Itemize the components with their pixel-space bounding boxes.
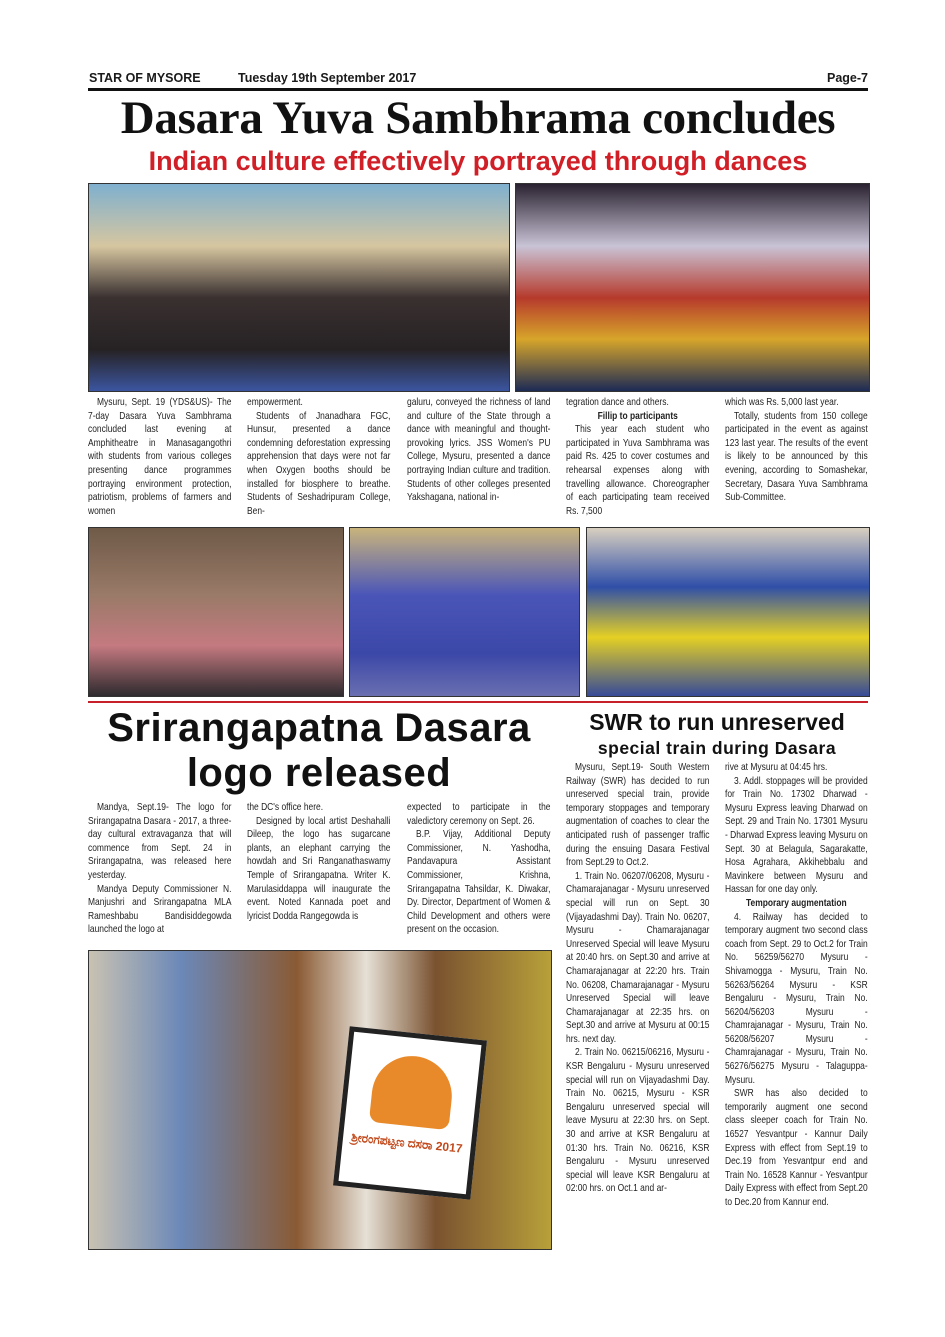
- paragraph: rive at Mysuru at 04:45 hrs.: [725, 762, 828, 773]
- photo-blue-costume-dancers: [349, 527, 580, 697]
- story2-column-1: [88, 801, 232, 937]
- paragraph: tegration dance and others.: [566, 397, 669, 408]
- logo-board: [333, 1026, 487, 1200]
- photo-yakshagana-performers: [515, 183, 870, 392]
- photo-audience: [88, 527, 344, 697]
- paragraph: the DC's office here.: [247, 802, 324, 813]
- story3-column-1: [566, 761, 710, 1196]
- story3-headline: SWR to run unreserved: [589, 709, 845, 735]
- page-number: Page-7: [827, 71, 868, 85]
- paragraph: Mandya Deputy Commissioner N. Manjushri and Srirangapatna MLA Rameshbabu Bandisiddegowda launched the logo at: [88, 883, 232, 936]
- paragraph: 2. Train No. 06215/06216, Mysuru - KSR Bengaluru - Mysuru unreserved special will run on Vijayadashmi Day. Train No. 06215, Mysuru - KSR Bengaluru unreserved special will leave Mysuru at 22:30 hrs. on Sept. 30 and arrive at KSR Bengaluru at 01:30 hrs. Train No. 06216, KSR Bengaluru - Mysuru unreserved special will leave KSR Bengaluru at 02:00 hrs. on Oct.1 and ar-: [566, 1047, 710, 1195]
- paragraph: This year each student who participated in Yuva Sambhrama was paid Rs. 425 to cover costumes and rehearsal expenses along with travelling allowance. Choreographer of each participating team received Rs. 7,500: [566, 424, 710, 517]
- paragraph: Totally, students from 150 college participated in the event as against 123 last year. The results of the event is likely to be announced by this evening, according to Somashekar, Secretary, Dasara Yuva Sambhrama Sub-Committee.: [725, 410, 868, 504]
- issue-date: Tuesday 19th September 2017: [238, 71, 417, 85]
- paragraph: Students of Jnanadhara FGC, Hunsur, presented a dance condemning deforestation expressing apprehension that days were not far when Oxygen booths should be installed for biosphere to breathe. Students of Seshadripuram College, Ben-: [247, 410, 391, 517]
- story3-subheadline: special train during Dasara: [597, 738, 837, 758]
- section-divider: [88, 701, 868, 703]
- paragraph: SWR has also decided to temporarily augment one second class sleeper coach for Train No. 16527 Yesvantpur - Kannur Daily Express with effect from Sept.19 to Dec.19 from Yesvantpur end and Train No. 16528 Kannur - Yesvantpur Daily Express with effect from Sept.20 to Dec.20 from Kannur end.: [725, 1088, 868, 1208]
- story3-column-2: [725, 761, 868, 1210]
- story1-headline: Dasara Yuva Sambhrama concludes: [120, 92, 836, 144]
- subheading: Fillip to participants: [597, 410, 678, 422]
- story1-column-5: [725, 396, 868, 505]
- story1-column-2: [247, 396, 391, 518]
- subheading: Temporary augmentation: [745, 897, 847, 909]
- paragraph: empowerment.: [247, 397, 303, 408]
- photo-yellow-blue-dancers: [586, 527, 870, 697]
- masthead-name: STAR OF MYSORE: [89, 71, 201, 85]
- header-rule: [88, 88, 868, 91]
- story2-headline-line2: logo released: [186, 751, 452, 795]
- temple-logo-icon: [369, 1052, 456, 1130]
- story1-subhead: Indian culture effectively portrayed through dances: [148, 146, 808, 176]
- story1-column-3: [407, 396, 551, 505]
- paragraph: Mandya, Sept.19- The logo for Srirangapatna Dasara - 2017, a three-day cultural extravaganza that will commence from Sept. 24 in Srirangapatna, was released here yesterday.: [88, 802, 232, 881]
- paragraph: galuru, conveyed the richness of land and culture of the State through a dance with meaningful and thought-provoking lyrics. JSS Women's PU College, Mysuru, presented a dance portraying Indian culture and tradition. Students of other colleges presented Yakshagana, national in-: [407, 397, 551, 504]
- paragraph: Mysuru, Sept. 19 (YDS&US)- The 7-day Dasara Yuva Sambhrama concluded last evening at Amphitheatre in Manasagangothri with students from various colleges presenting dance programmes portraying environment protection, patriotism, problems of farmers and women: [88, 397, 232, 517]
- story1-column-1: [88, 396, 232, 518]
- logo-text: ಶ್ರೀರಂಗಪಟ್ಟಣ ದಸರಾ 2017: [350, 1130, 464, 1156]
- story2-column-2: [247, 801, 391, 923]
- paragraph: B.P. Vijay, Additional Deputy Commissioner, N. Yashodha, Pandavapura Assistant Commissioner, Krishna, Srirangapatna Tahsildar, K. Diwakar, Dy. Director, Department of Women & Child Development and others were present on the occasion.: [407, 829, 551, 936]
- paragraph: 3. Addl. stoppages will be provided for Train No. 17302 Dharwad - Mysuru Express leaving Dharwad on Sept. 29 and Train No. 17301 Mysuru - Dharwad Express leaving Mysuru on Sept. 30 at Belagula, Sagarakatte, Hosa Agrahara, Akkihebbalu and Mavinkere between Mysuru and Hassan for one day only.: [725, 775, 868, 896]
- paragraph: 1. Train No. 06207/06208, Mysuru - Chamarajanagar - Mysuru unreserved special will run on Sept. 30 (Vijayadashmi Day). Train No. 06207, Mysuru - Chamarajanagar Unreserved Special will leave Mysuru at 20:40 hrs. on Sept.30 and arrive at Chamarajanagar at 22:20 hrs. Train No. 06208, Chamarajanagar - Mysuru Unreserved Special will leave Chamarajanagar at 22:35 hrs. on Sept.30 and arrive at Mysuru at 00:15 hrs. next day.: [566, 870, 710, 1045]
- paragraph: Designed by local artist Deshahalli Dileep, the logo has sugarcane plants, an elephant carrying the howdah and Sri Ranganathaswamy Temple of Srirangapatna. Writer K. Marulasiddappa will inaugurate the event. Noted Kannada poet and lyricist Dodda Rangegowda is: [247, 815, 391, 922]
- paragraph: expected to participate in the valedictory ceremony on Sept. 26.: [407, 802, 551, 827]
- story2-headline-line1: Srirangapatna Dasara: [107, 706, 531, 750]
- paragraph: which was Rs. 5,000 last year.: [725, 397, 839, 408]
- paragraph: Mysuru, Sept.19- South Western Railway (SWR) has decided to run unreserved special train, provide temporary stoppages and temporary augmentation of coaches to clear the anticipated rush of passenger traffic during the ensuing Dasara Festival from Sept.29 to Oct.2.: [566, 762, 710, 869]
- story2-headline: [88, 706, 550, 796]
- photo-dancers-black-costumes: [88, 183, 510, 392]
- paragraph: 4. Railway has decided to temporary augment two second class coach from Sept. 29 to Oct.2 for Train No. 56259/56270 Mysuru - Shivamogga - Mysuru, Train No. 56263/56264 Mysuru - KSR Bengaluru - Mysuru, Train No. 56204/56203 Mysuru - Chamrajanagar - Mysuru, Train No. 56208/56207 Mysuru - Chamrajanagar - Mysuru, Train No. 56276/56275 Mysuru - Talaguppa- Mysuru.: [725, 911, 868, 1086]
- story1-column-4: [566, 396, 710, 518]
- story2-column-3: [407, 801, 551, 937]
- photo-logo-release: [88, 950, 552, 1250]
